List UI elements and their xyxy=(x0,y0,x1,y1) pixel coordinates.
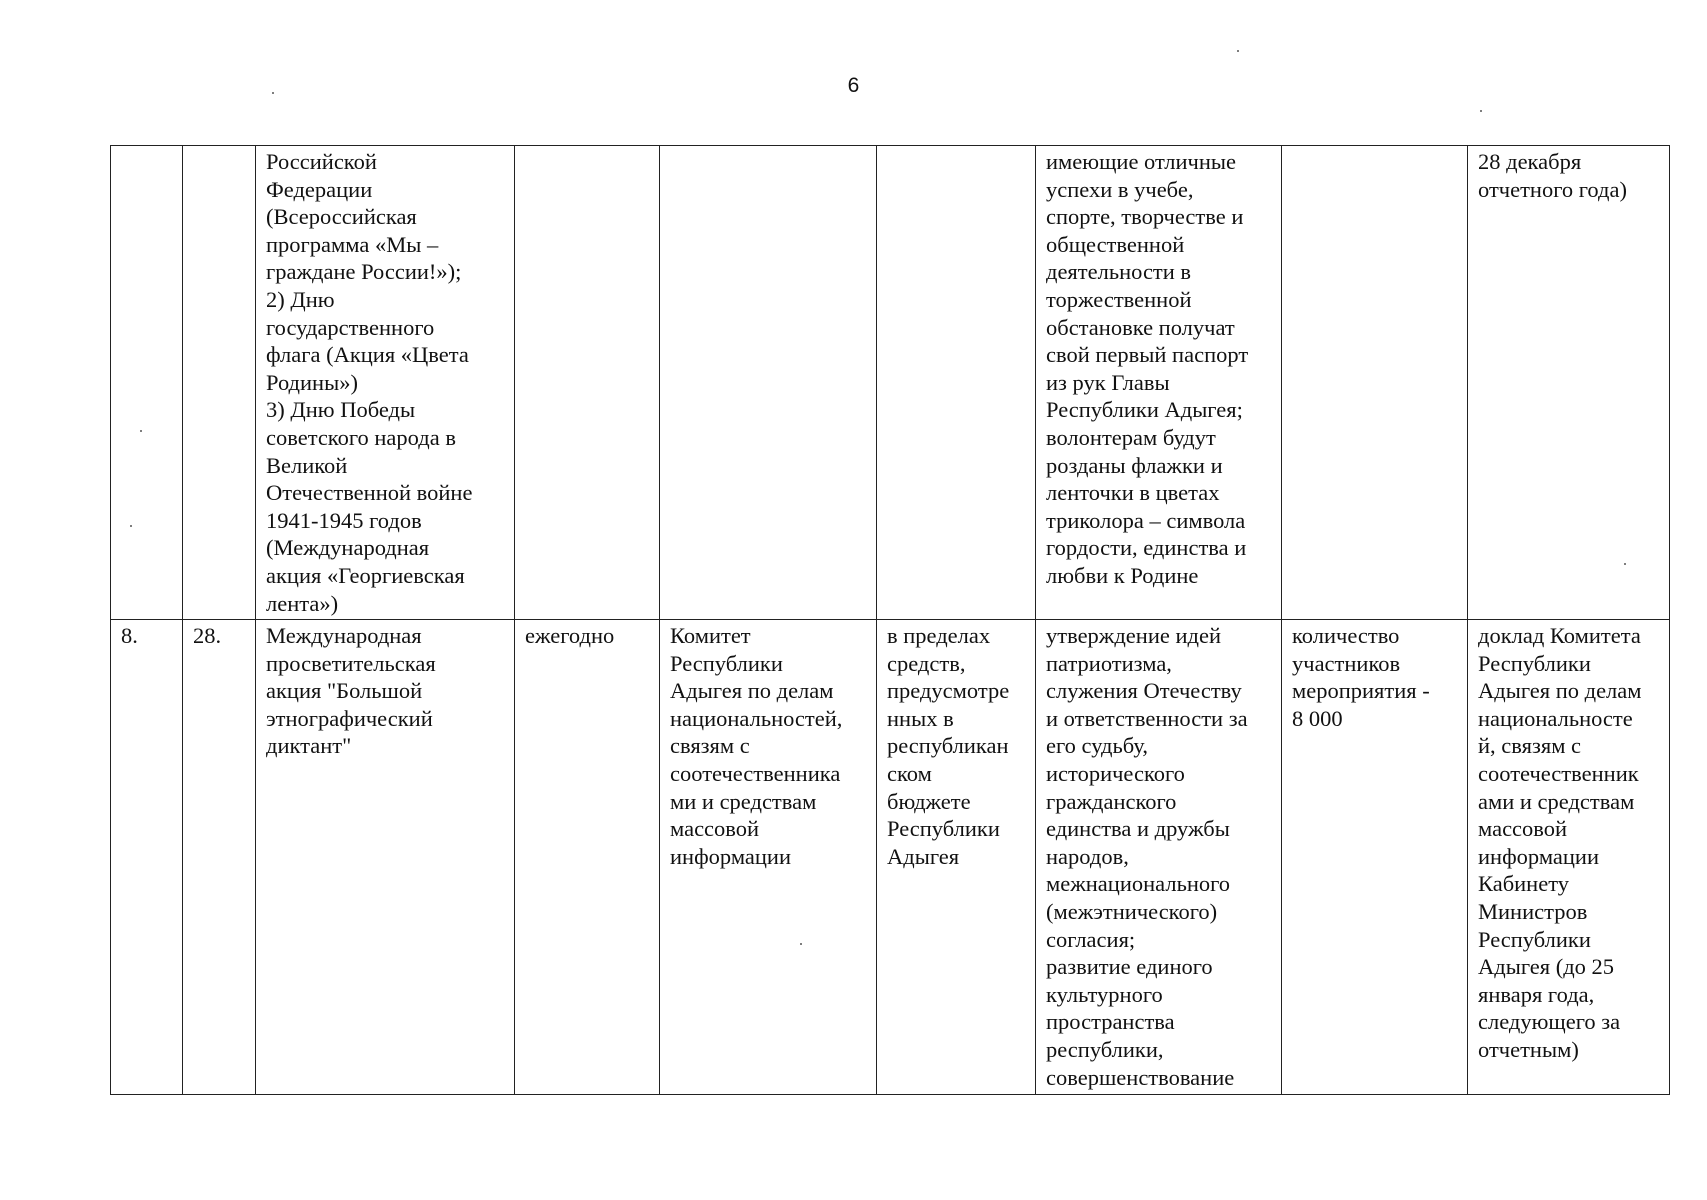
cell-executor xyxy=(660,146,877,620)
cell-item-number xyxy=(183,146,256,620)
cell-executor: Комитет Республики Адыгея по делам национальностей, связям с соотечественника ми и средствам массовой информации xyxy=(660,620,877,1095)
cell-row-number xyxy=(111,146,183,620)
cell-event-name: Международная просветительская акция "Большой этнографический диктант" xyxy=(256,620,515,1095)
events-table xyxy=(110,145,1670,1095)
cell-report: доклад Комитета Республики Адыгея по делам национальносте й, связям с соотечественник ами и средствам массовой информации Кабинету Министров Республики Адыгея (до 25 января года, следующего за отчетным) xyxy=(1468,620,1670,1095)
cell-event-name: Российской Федерации (Всероссийская программа «Мы – граждане России!»); 2) Дню государственного флага (Акция «Цвета Родины») 3) Дню Победы советского народа в Великой Отечественной войне 1941-1945 годов (Международная акция «Георгиевская лента») xyxy=(256,146,515,620)
cell-funding xyxy=(877,146,1036,620)
scan-speck xyxy=(1480,110,1482,112)
scan-speck xyxy=(272,92,274,94)
cell-indicator: количество участников мероприятия - 8 000 xyxy=(1282,620,1468,1095)
cell-item-number: 28. xyxy=(183,620,256,1095)
cell-term xyxy=(515,146,660,620)
cell-report: 28 декабря отчетного года) xyxy=(1468,146,1670,620)
cell-funding: в пределах средств, предусмотре нных в республикан ском бюджете Республики Адыгея xyxy=(877,620,1036,1095)
cell-indicator xyxy=(1282,146,1468,620)
cell-expected-result: утверждение идей патриотизма, служения Отечеству и ответственности за его судьбу, исторического гражданского единства и дружбы народов, межнационального (межэтнического) согласия; развитие единого культурного пространства республики, совершенствование xyxy=(1036,620,1282,1095)
scan-speck xyxy=(1237,50,1239,52)
table-row xyxy=(111,620,1670,1095)
cell-term: ежегодно xyxy=(515,620,660,1095)
page-number: 6 xyxy=(847,74,860,97)
cell-expected-result: имеющие отличные успехи в учебе, спорте, творчестве и общественной деятельности в торжественной обстановке получат свой первый паспорт из рук Главы Республики Адыгея; волонтерам будут розданы флажки и ленточки в цветах триколора – символа гордости, единства и любви к Родине xyxy=(1036,146,1282,620)
table-row xyxy=(111,146,1670,620)
cell-row-number: 8. xyxy=(111,620,183,1095)
